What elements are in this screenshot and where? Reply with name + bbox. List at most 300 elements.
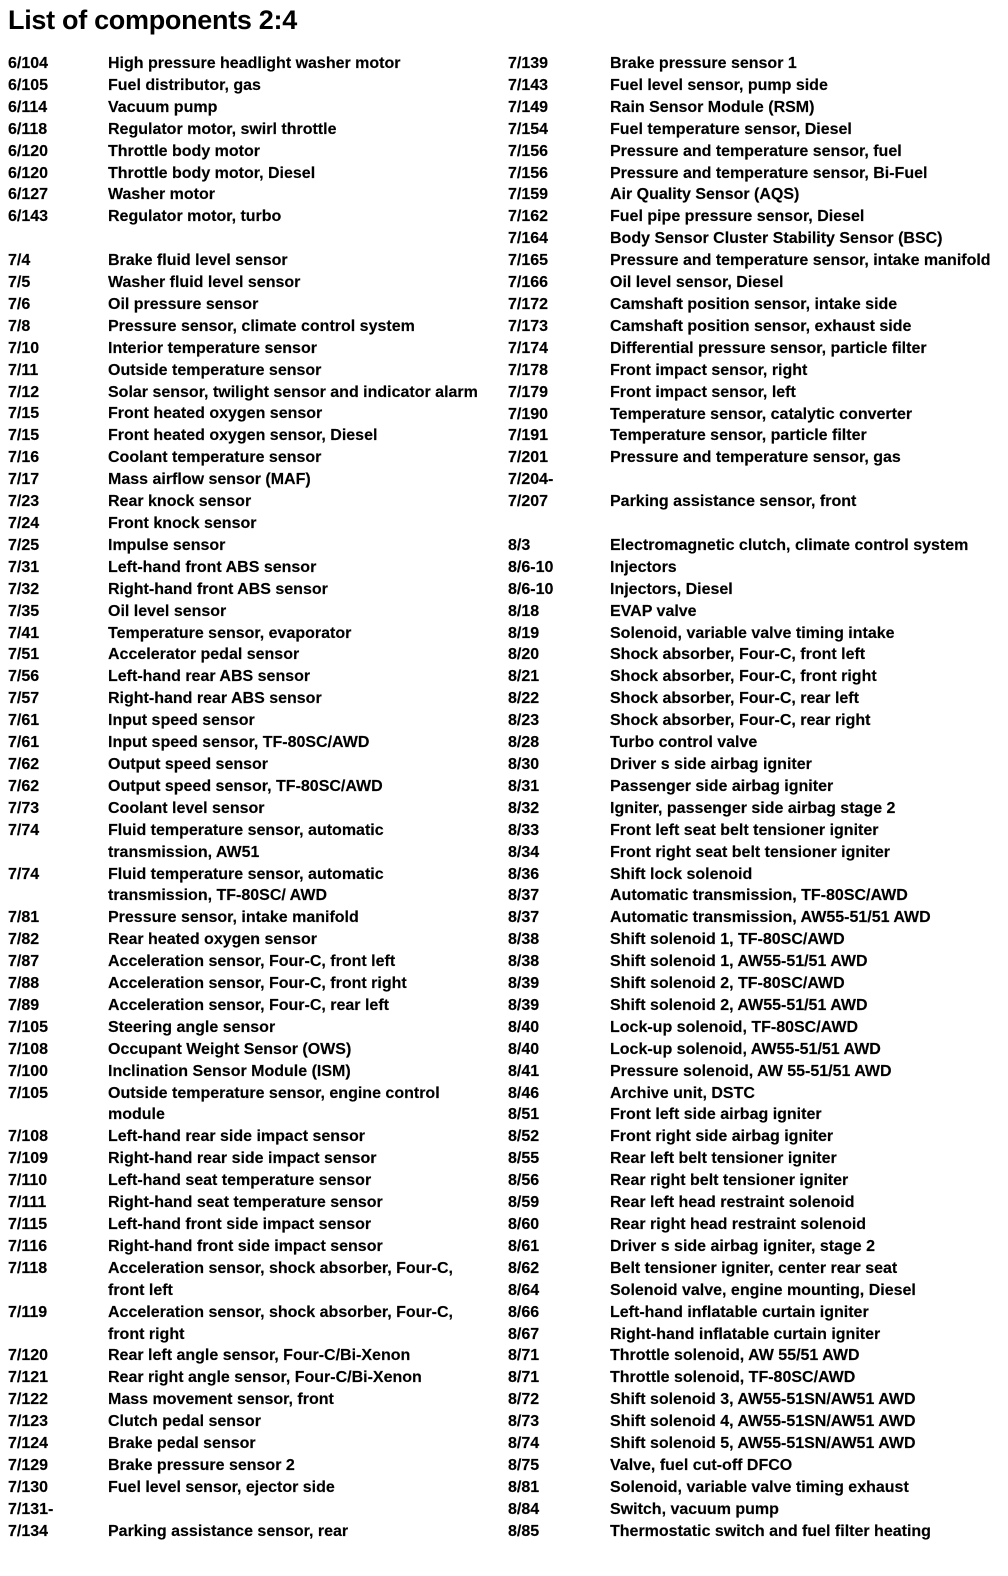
component-code: 8/32 [508,799,540,817]
component-description: Shock absorber, Four-C, rear right [610,712,871,730]
component-entry [508,1083,1004,1105]
component-code: 7/156 [508,142,549,160]
component-code: 7/8 [8,317,31,335]
component-description: Belt tensioner igniter, center rear seat [610,1259,898,1277]
component-description: Passenger side airbag igniter [610,777,834,795]
component-description: Fluid temperature sensor, automatic transmission, AW51 [108,821,384,861]
component-description: Right-hand front ABS sensor [108,580,328,598]
component-description: Rear left angle sensor, Four-C/Bi-Xenon [108,1347,411,1365]
component-entry [508,338,1004,360]
component-description: Injectors, Diesel [610,580,733,598]
component-code: 8/62 [508,1259,540,1277]
component-code: 7/57 [8,690,40,708]
component-code: 7/105 [8,1084,49,1102]
component-entry [8,316,503,338]
component-code: 8/75 [508,1456,540,1474]
component-code: 7/89 [8,996,40,1014]
component-code: 7/174 [508,339,549,357]
component-entry [8,1367,503,1389]
component-entry [8,75,503,97]
component-code: 7/165 [508,252,549,270]
component-description: Outside temperature sensor [108,361,322,379]
component-description: Shift solenoid 3, AW55-51SN/AW51 AWD [610,1391,916,1409]
page-title: List of components 2:4 [8,5,297,35]
component-entry [8,250,503,272]
component-code: 7/41 [8,624,40,642]
component-entry [8,864,503,908]
component-description: Oil pressure sensor [108,295,259,313]
component-code: 7/82 [8,931,40,949]
component-entry [508,929,1004,951]
component-entry [508,404,1004,426]
component-description: Pressure and temperature sensor, gas [610,449,901,467]
component-entry [508,973,1004,995]
component-description: Front right seat belt tensioner igniter [610,843,891,861]
component-entry [508,206,1004,228]
component-code: 7/159 [508,186,549,204]
component-description: Acceleration sensor, Four-C, front right [108,975,407,993]
component-description: Left-hand inflatable curtain igniter [610,1303,869,1321]
component-entry [8,1236,503,1258]
component-entry [508,688,1004,710]
component-code: 6/127 [8,186,49,204]
component-code: 8/38 [508,953,540,971]
component-description: Input speed sensor, TF-80SC/AWD [108,734,370,752]
component-code: 8/74 [508,1435,540,1453]
component-description: Mass movement sensor, front [108,1391,334,1409]
component-entry [8,338,503,360]
component-description: Fuel temperature sensor, Diesel [610,120,852,138]
component-entry [508,623,1004,645]
component-entry [508,1126,1004,1148]
component-entry [8,513,503,535]
component-description: Front left seat belt tensioner igniter [610,821,879,839]
component-code: 7/154 [508,120,549,138]
component-description: Front impact sensor, left [610,383,796,401]
component-description: Left-hand front ABS sensor [108,558,317,576]
component-description: Fuel distributor, gas [108,76,261,94]
component-description: Shock absorber, Four-C, front right [610,668,877,686]
component-description: Shift solenoid 1, AW55-51/51 AWD [610,953,868,971]
component-code: 7/124 [8,1435,49,1453]
component-entry [8,776,503,798]
component-code: 6/118 [8,120,48,138]
component-code: 7/166 [508,274,549,292]
component-code: 7/17 [8,471,40,489]
component-code: 7/118 [8,1259,48,1277]
component-description: Solenoid, variable valve timing exhaust [610,1478,909,1496]
component-entry [508,228,1004,250]
component-description: Left-hand seat temperature sensor [108,1172,372,1190]
component-entry [8,1061,503,1083]
component-description: Coolant temperature sensor [108,449,322,467]
component-code: 8/36 [508,865,540,883]
component-entry [8,1214,503,1236]
component-entry [8,579,503,601]
component-description [610,469,1002,491]
component-description: Thermostatic switch and fuel filter heating [610,1522,931,1540]
component-description: Driver s side airbag igniter, stage 2 [610,1237,875,1255]
component-entry [8,163,503,185]
component-code: 8/56 [508,1172,540,1190]
component-code: 8/23 [508,712,540,730]
component-description: Switch, vacuum pump [610,1500,779,1518]
component-code: 7/74 [8,865,40,883]
component-entry [8,425,503,447]
component-entry [8,53,503,75]
components-column-left [8,53,503,1543]
component-description: Rain Sensor Module (RSM) [610,98,815,116]
component-code: 8/73 [508,1413,540,1431]
component-entry [508,732,1004,754]
component-entry [508,316,1004,338]
component-code: 7/88 [8,975,40,993]
component-entry [508,382,1004,404]
component-entry [508,1061,1004,1083]
component-description: Fuel level sensor, ejector side [108,1478,335,1496]
component-code: 7/6 [8,295,31,313]
component-entry [8,688,503,710]
component-code: 8/3 [508,536,531,554]
component-code: 8/55 [508,1150,540,1168]
component-entry [8,184,503,206]
component-entry [508,1411,1004,1433]
component-entry [508,1345,1004,1367]
component-code: 7/123 [8,1413,49,1431]
component-code: 6/120 [8,142,49,160]
component-code: 7/111 [8,1194,47,1212]
component-code: 7/12 [8,383,40,401]
component-code: 8/84 [508,1500,540,1518]
component-code: 7/15 [8,427,40,445]
component-code: 7/201 [508,449,549,467]
component-code: 8/40 [508,1040,540,1058]
component-description: Right-hand front side impact sensor [108,1237,383,1255]
component-description: Body Sensor Cluster Stability Sensor (BSC) [610,230,943,248]
component-code: 6/143 [8,208,49,226]
component-description: Valve, fuel cut-off DFCO [610,1456,793,1474]
component-code: 7/110 [8,1172,48,1190]
component-entry [8,1192,503,1214]
component-description: Left-hand front side impact sensor [108,1216,372,1234]
component-description: Pressure and temperature sensor, intake manifold [610,252,991,270]
component-description: Lock-up solenoid, AW55-51/51 AWD [610,1040,881,1058]
component-description: Solenoid valve, engine mounting, Diesel [610,1281,916,1299]
component-code: 7/156 [508,164,549,182]
component-code: 7/190 [508,405,549,423]
component-entry [8,469,503,491]
component-description: Oil level sensor [108,602,227,620]
component-entry [508,1455,1004,1477]
component-description: Solar sensor, twilight sensor and indicator alarm [108,383,478,401]
component-description: Front heated oxygen sensor [108,405,323,423]
component-code: 8/39 [508,996,540,1014]
component-code: 6/105 [8,76,49,94]
component-code: 8/18 [508,602,540,620]
component-code: 7/5 [8,274,31,292]
component-code: 8/60 [508,1216,540,1234]
component-description: Acceleration sensor, shock absorber, Four-C, front right [108,1303,453,1343]
component-entry [508,754,1004,776]
component-description: Left-hand rear side impact sensor [108,1128,365,1146]
component-description: Brake pressure sensor 2 [108,1456,295,1474]
component-description: Brake fluid level sensor [108,252,288,270]
component-code: 7/191 [508,427,549,445]
component-code: 7/204- [508,471,554,489]
component-description: Pressure sensor, climate control system [108,317,415,335]
component-code: 8/38 [508,931,540,949]
component-description: Temperature sensor, particle filter [610,427,867,445]
component-entry [8,1455,503,1477]
component-description: Throttle solenoid, AW 55/51 AWD [610,1347,860,1365]
component-entry [8,272,503,294]
component-entry [8,907,503,929]
component-entry [8,1170,503,1192]
component-entry [8,447,503,469]
component-entry [508,1258,1004,1280]
component-entry [508,710,1004,732]
component-description: Right-hand inflatable curtain igniter [610,1325,881,1343]
component-description: Throttle body motor, Diesel [108,164,316,182]
component-code: 7/73 [8,799,40,817]
component-entry [8,951,503,973]
component-entry [8,623,503,645]
component-description: Electromagnetic clutch, climate control system [610,536,969,554]
component-entry [8,206,503,228]
component-code: 8/40 [508,1018,540,1036]
component-code: 7/11 [8,361,39,379]
component-code: 7/31 [8,558,40,576]
component-description: Left-hand rear ABS sensor [108,668,311,686]
component-entry [8,1345,503,1367]
component-description: Automatic transmission, TF-80SC/AWD [610,887,908,905]
component-code: 7/143 [508,76,549,94]
component-entry [508,1324,1004,1346]
component-code: 7/172 [508,295,549,313]
component-entry [508,250,1004,272]
component-description: Temperature sensor, catalytic converter [610,405,913,423]
component-entry [508,820,1004,842]
component-code: 8/71 [508,1347,540,1365]
component-description: Shock absorber, Four-C, front left [610,646,866,664]
component-code: 8/66 [508,1303,540,1321]
component-entry [8,1302,503,1346]
component-description: Brake pedal sensor [108,1435,256,1453]
component-description: Pressure and temperature sensor, Bi-Fuel [610,164,928,182]
component-code: 7/120 [8,1347,49,1365]
component-entry [508,1433,1004,1455]
component-code: 8/33 [508,821,540,839]
component-entry [508,184,1004,206]
component-code: 6/120 [8,164,49,182]
component-code: 8/6-10 [508,558,554,576]
component-entry [508,1104,1004,1126]
component-description: Right-hand seat temperature sensor [108,1194,383,1212]
component-description: Shift solenoid 2, AW55-51/51 AWD [610,996,868,1014]
component-code: 7/139 [508,55,549,72]
component-code: 7/131- [8,1500,54,1518]
component-code: 7/10 [8,339,40,357]
component-description: Mass airflow sensor (MAF) [108,471,311,489]
component-code: 7/16 [8,449,40,467]
component-code: 7/51 [8,646,40,664]
component-code: 7/129 [8,1456,49,1474]
component-entry [508,469,1004,491]
component-entry [8,294,503,316]
component-entry [8,535,503,557]
component-entry [508,1214,1004,1236]
component-description: Washer fluid level sensor [108,274,301,292]
component-code: 7/130 [8,1478,49,1496]
component-entry [8,1433,503,1455]
component-description: Front left side airbag igniter [610,1106,822,1124]
component-entry [8,820,503,864]
component-code: 8/52 [508,1128,540,1146]
component-code: 7/15 [8,405,40,423]
component-entry [508,141,1004,163]
component-entry [8,491,503,513]
component-entry [508,425,1004,447]
component-entry [8,1258,503,1302]
component-entry [8,732,503,754]
component-description: Acceleration sensor, Four-C, rear left [108,996,389,1014]
component-code: 7/207 [508,493,549,511]
component-description: Archive unit, DSTC [610,1084,755,1102]
component-code: 7/105 [8,1018,49,1036]
component-description: Shift lock solenoid [610,865,753,883]
component-entry [8,403,503,425]
component-code: 8/6-10 [508,580,554,598]
component-code: 6/104 [8,55,49,72]
component-entry [508,1367,1004,1389]
component-description: Driver s side airbag igniter [610,755,812,773]
component-entry [508,1039,1004,1061]
component-description: Accelerator pedal sensor [108,646,300,664]
components-column-right [508,53,1004,1543]
component-description: Solenoid, variable valve timing intake [610,624,895,642]
component-entry [508,995,1004,1017]
component-entry [508,360,1004,382]
component-entry [8,973,503,995]
component-description: Regulator motor, turbo [108,208,282,226]
component-entry [508,557,1004,579]
component-description: Throttle solenoid, TF-80SC/AWD [610,1369,856,1387]
component-code: 7/109 [8,1150,49,1168]
component-code: 8/46 [508,1084,540,1102]
group-spacer [508,513,1004,535]
component-entry [8,1389,503,1411]
component-entry [8,995,503,1017]
component-entry [508,1148,1004,1170]
component-entry [8,1411,503,1433]
component-description: Shift solenoid 5, AW55-51SN/AW51 AWD [610,1435,916,1453]
component-entry [508,1499,1004,1521]
component-description: Fuel level sensor, pump side [610,76,828,94]
component-description: Outside temperature sensor, engine control module [108,1084,440,1124]
component-code: 7/100 [8,1062,49,1080]
component-code: 7/61 [8,712,40,730]
component-entry [8,1126,503,1148]
component-entry [508,1477,1004,1499]
component-code: 8/39 [508,975,540,993]
component-code: 7/119 [8,1303,48,1321]
component-entry [508,864,1004,886]
component-description: Temperature sensor, evaporator [108,624,352,642]
component-description: Vacuum pump [108,98,218,116]
component-entry [508,447,1004,469]
component-description: Front heated oxygen sensor, Diesel [108,427,378,445]
component-description: Parking assistance sensor, rear [108,1522,349,1540]
component-description: Interior temperature sensor [108,339,317,357]
component-description: Shift solenoid 2, TF-80SC/AWD [610,975,845,993]
component-description: Injectors [610,558,677,576]
component-code: 8/41 [508,1062,540,1080]
component-entry [508,119,1004,141]
component-code: 6/114 [8,98,48,116]
component-description: Turbo control valve [610,734,758,752]
component-entry [508,535,1004,557]
component-description: Pressure sensor, intake manifold [108,909,359,927]
component-description: EVAP valve [610,602,697,620]
component-entry [508,97,1004,119]
component-code: 7/74 [8,821,40,839]
component-code: 7/116 [8,1237,48,1255]
component-code: 7/35 [8,602,40,620]
component-description [108,1499,480,1521]
component-code: 8/30 [508,755,540,773]
component-code: 8/28 [508,734,540,752]
component-entry [8,141,503,163]
component-description: Occupant Weight Sensor (OWS) [108,1040,352,1058]
component-entry [508,75,1004,97]
component-description: Oil level sensor, Diesel [610,274,784,292]
component-entry [508,885,1004,907]
component-code: 8/21 [508,668,540,686]
component-description: Pressure solenoid, AW 55-51/51 AWD [610,1062,892,1080]
component-code: 7/81 [8,909,40,927]
component-entry [8,1148,503,1170]
component-description: Air Quality Sensor (AQS) [610,186,800,204]
component-entry [508,776,1004,798]
component-entry [8,666,503,688]
component-description: Coolant level sensor [108,799,265,817]
component-description: Brake pressure sensor 1 [610,55,797,72]
component-entry [8,97,503,119]
component-description: Throttle body motor [108,142,260,160]
component-description: Fluid temperature sensor, automatic transmission, TF-80SC/ AWD [108,865,384,905]
group-spacer [8,228,503,250]
component-code: 7/23 [8,493,40,511]
component-entry [8,929,503,951]
component-description: Shift solenoid 4, AW55-51SN/AW51 AWD [610,1413,916,1431]
component-description: Right-hand rear ABS sensor [108,690,322,708]
component-code: 7/164 [508,230,549,248]
component-description: Rear left belt tensioner igniter [610,1150,837,1168]
component-description: Output speed sensor, TF-80SC/AWD [108,777,383,795]
component-description: Fuel pipe pressure sensor, Diesel [610,208,865,226]
component-entry [8,798,503,820]
component-description: Lock-up solenoid, TF-80SC/AWD [610,1018,859,1036]
component-entry [508,1521,1004,1543]
component-code: 7/24 [8,515,40,533]
component-description: Differential pressure sensor, particle filter [610,339,927,357]
component-code: 8/61 [508,1237,540,1255]
component-description: Front right side airbag igniter [610,1128,834,1146]
component-description: Rear heated oxygen sensor [108,931,317,949]
component-code: 7/62 [8,777,40,795]
component-description: Front impact sensor, right [610,361,808,379]
component-entry [508,491,1004,513]
